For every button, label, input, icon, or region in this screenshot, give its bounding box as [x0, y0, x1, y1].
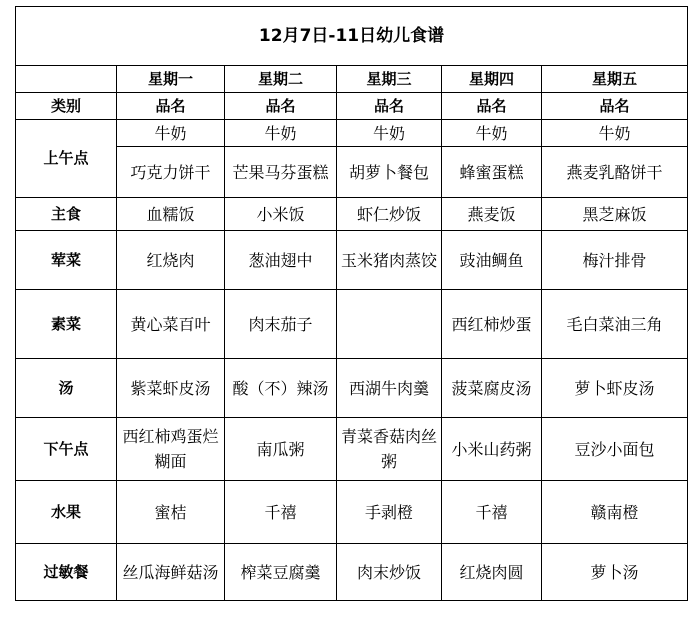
menu-cell: 手剥橙 — [337, 481, 442, 544]
day-header: 星期四 — [442, 66, 542, 93]
menu-cell: 肉末炒饭 — [337, 544, 442, 601]
menu-title: 12月7日-11日幼儿食谱 — [16, 7, 688, 66]
menu-cell: 萝卜虾皮汤 — [542, 359, 688, 418]
menu-cell: 南瓜粥 — [225, 418, 337, 481]
menu-cell: 西湖牛肉羹 — [337, 359, 442, 418]
item-header: 品名 — [337, 93, 442, 120]
menu-cell: 牛奶 — [337, 120, 442, 147]
category-morning-snack: 上午点 — [16, 120, 117, 198]
menu-cell: 牛奶 — [117, 120, 225, 147]
menu-cell: 蜂蜜蛋糕 — [442, 147, 542, 198]
menu-cell: 燕麦饭 — [442, 198, 542, 231]
menu-cell: 豆沙小面包 — [542, 418, 688, 481]
day-header: 星期一 — [117, 66, 225, 93]
menu-cell: 芒果马芬蛋糕 — [225, 147, 337, 198]
menu-cell: 牛奶 — [225, 120, 337, 147]
item-header: 品名 — [442, 93, 542, 120]
item-header: 品名 — [225, 93, 337, 120]
menu-cell: 燕麦乳酪饼干 — [542, 147, 688, 198]
menu-cell: 毛白菜油三角 — [542, 290, 688, 359]
category-label: 主食 — [16, 198, 117, 231]
menu-cell: 巧克力饼干 — [117, 147, 225, 198]
category-label: 下午点 — [16, 418, 117, 481]
menu-cell: 胡萝卜餐包 — [337, 147, 442, 198]
menu-cell: 紫菜虾皮汤 — [117, 359, 225, 418]
item-header: 品名 — [542, 93, 688, 120]
menu-cell: 红烧肉 — [117, 231, 225, 290]
menu-cell: 黄心菜百叶 — [117, 290, 225, 359]
menu-cell: 肉末茄子 — [225, 290, 337, 359]
menu-cell: 榨菜豆腐羹 — [225, 544, 337, 601]
menu-cell: 千禧 — [225, 481, 337, 544]
menu-table — [15, 6, 688, 601]
menu-cell: 豉油鲷鱼 — [442, 231, 542, 290]
menu-cell: 虾仁炒饭 — [337, 198, 442, 231]
menu-cell: 葱油翅中 — [225, 231, 337, 290]
day-header: 星期五 — [542, 66, 688, 93]
menu-cell: 酸（不）辣汤 — [225, 359, 337, 418]
category-header: 类别 — [16, 93, 117, 120]
menu-cell: 牛奶 — [442, 120, 542, 147]
menu-cell: 小米山药粥 — [442, 418, 542, 481]
menu-cell: 玉米猪肉蒸饺 — [337, 231, 442, 290]
item-header: 品名 — [117, 93, 225, 120]
menu-cell: 西红柿炒蛋 — [442, 290, 542, 359]
menu-cell: 梅汁排骨 — [542, 231, 688, 290]
menu-cell: 牛奶 — [542, 120, 688, 147]
menu-cell: 西红柿鸡蛋烂糊面 — [117, 418, 225, 481]
menu-cell: 丝瓜海鲜菇汤 — [117, 544, 225, 601]
menu-cell: 蜜桔 — [117, 481, 225, 544]
category-label: 荤菜 — [16, 231, 117, 290]
menu-cell: 青菜香菇肉丝粥 — [337, 418, 442, 481]
day-header: 星期二 — [225, 66, 337, 93]
category-label: 素菜 — [16, 290, 117, 359]
category-label: 水果 — [16, 481, 117, 544]
menu-cell: 萝卜汤 — [542, 544, 688, 601]
day-header: 星期三 — [337, 66, 442, 93]
menu-cell: 菠菜腐皮汤 — [442, 359, 542, 418]
menu-cell — [337, 290, 442, 359]
menu-cell: 千禧 — [442, 481, 542, 544]
menu-cell: 红烧肉圆 — [442, 544, 542, 601]
menu-cell: 小米饭 — [225, 198, 337, 231]
menu-cell: 血糯饭 — [117, 198, 225, 231]
category-label: 汤 — [16, 359, 117, 418]
menu-cell: 赣南橙 — [542, 481, 688, 544]
menu-cell: 黑芝麻饭 — [542, 198, 688, 231]
category-label: 过敏餐 — [16, 544, 117, 601]
corner-cell — [16, 66, 117, 93]
